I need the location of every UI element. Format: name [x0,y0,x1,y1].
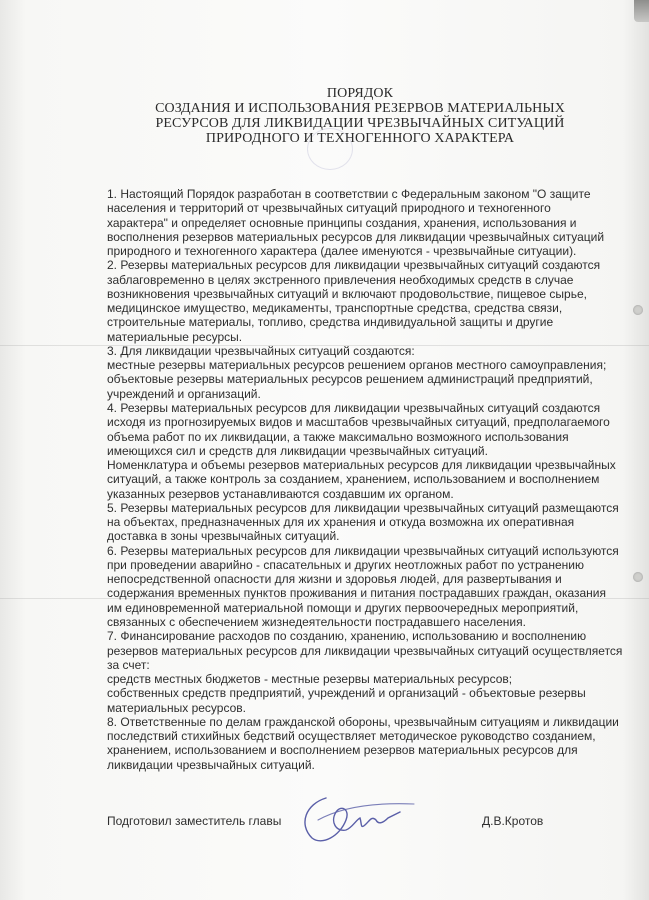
body-text-line: 5. Резервы материальных ресурсов для ликвидации чрезвычайных ситуаций размещаются [107,500,619,515]
body-text-line: материальных ресурсов. [107,700,246,715]
body-text-line: 8. Ответственные по делам гражданской обороны, чрезвычайным ситуациям и ликвидации [107,714,619,729]
body-text-line: объектовые резервы материальных ресурсов решением администраций предприятий, [107,372,593,387]
body-text-line: ситуаций, а также контроль за созданием, хранением, использованием и восполнением [107,472,600,487]
punch-hole [633,572,643,582]
body-text-line: им единовременной материальной помощи и других первоочередных мероприятий, [107,600,579,615]
body-text-line: возникновения чрезвычайных ситуаций и включают продовольствие, пищевое сырье, [107,286,587,301]
body-text-line: собственных средств предприятий, учреждений и организаций - объектовые резервы [107,686,586,701]
body-text-line: природного и техногенного характера (далее именуются - чрезвычайные ситуации). [107,244,577,259]
body-text-line: 2. Резервы материальных ресурсов для ликвидации чрезвычайных ситуаций создаются [107,258,601,273]
body-text-line: населения и территорий от чрезвычайных ситуаций природного и техногенного [107,201,551,216]
document-title [120,86,600,146]
body-text-line: указанных резервов устанавливаются создавшим их органом. [107,486,454,501]
body-text-line: 3. Для ликвидации чрезвычайных ситуаций создаются: [107,343,415,358]
handwritten-signature [296,790,426,850]
title-line: РЕСУРСОВ ДЛЯ ЛИКВИДАЦИИ ЧРЕЗВЫЧАЙНЫХ СИТУАЦИЙ [155,116,565,131]
body-text-line: учреждений и организаций. [107,386,261,401]
body-text-line: последствий стихийных бедствий осуществляет методическое руководство созданием, [107,729,596,744]
body-text-line: имеющихся сил и средств для ликвидации чрезвычайных ситуаций. [107,443,488,458]
body-text-line: исходя из прогнозируемых видов и масштабов чрезвычайных ситуаций, предполагаемого [107,415,610,430]
body-text-line: за счет: [107,657,150,672]
signer-name: Д.В.Кротов [482,814,544,828]
body-text-line: объема работ по их ликвидации, а также максимально возможного использования [107,429,569,444]
body-text-line: Номенклатура и объемы резервов материальных ресурсов для ликвидации чрезвычайных [107,458,616,473]
body-text-line: 4. Резервы материальных ресурсов для ликвидации чрезвычайных ситуаций создаются [107,400,601,415]
body-text-line: хранением, использованием и восполнением резервов материальных ресурсов для [107,743,578,758]
body-text-line: медицинское имущество, медикаменты, транспортные средства, средства связи, [107,301,563,316]
body-text-line: на объектах, предназначенных для их хранения и откуда возможна их оперативная [107,515,575,530]
title-line: ПРИРОДНОГО И ТЕХНОГЕННОГО ХАРАКТЕРА [205,131,515,146]
body-text-line: 7. Финансирование расходов по созданию, хранению, использованию и восполнению [107,629,587,644]
body-text-line: содержания временных пунктов проживания и питания пострадавших граждан, оказания [107,586,607,601]
body-text-line: 1. Настоящий Порядок разработан в соответствии с Федеральным законом "О защите [107,187,591,201]
body-text-line: заблаговременно в целях экстренного привлечения необходимых средств в случае [107,272,574,287]
body-text-line: непосредственной опасности для жизни и здоровья людей, для развертывания и [107,572,562,587]
body-text-line: резервов материальных ресурсов для ликвидации чрезвычайных ситуаций осуществляется [107,643,623,658]
body-text-line: восполнения резервов материальных ресурсов для ликвидации чрезвычайных ситуаций [107,229,605,244]
body-text-line: доставка в зоны чрезвычайных ситуаций. [107,529,340,544]
title-line: СОЗДАНИЯ И ИСПОЛЬЗОВАНИЯ РЕЗЕРВОВ МАТЕРИАЛЬНЫХ [155,101,565,116]
body-text-line: строительные материалы, топливо, средства индивидуальной защиты и другие [107,315,554,330]
body-text-line: средств местных бюджетов - местные резервы материальных ресурсов; [107,672,513,687]
body-text-line: связанных с обеспечением жизнедеятельности пострадавшего населения. [107,614,526,629]
document-body [107,187,623,772]
body-text-line: местные резервы материальных ресурсов решением органов местного самоуправления; [107,358,607,373]
prepared-by-label: Подготовил заместитель главы [107,814,282,828]
title-line: ПОРЯДОК [326,86,394,101]
punch-hole [633,305,643,315]
body-text-line: характера" и определяет основные принципы создания, хранения, использования и [107,215,577,230]
binder-clip [634,0,649,22]
body-text-line: при проведении аварийно - спасательных и других неотложных работ по устранению [107,557,584,572]
body-text-line: ликвидации чрезвычайных ситуаций. [107,757,315,772]
body-text-line: материальные ресурсы. [107,329,243,344]
body-text-line: 6. Резервы материальных ресурсов для ликвидации чрезвычайных ситуаций используются [107,543,619,558]
